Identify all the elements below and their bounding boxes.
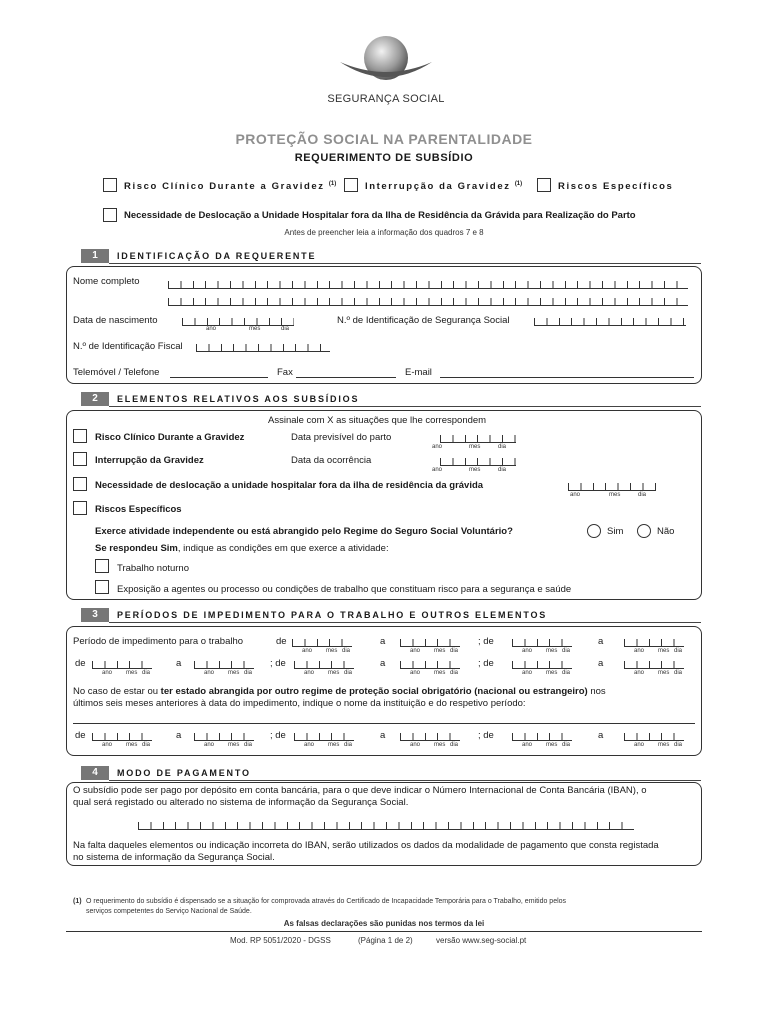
label-a: a bbox=[380, 658, 386, 669]
label-ano: ano bbox=[302, 648, 313, 654]
label-riscos-especificos: Riscos Específicos bbox=[558, 181, 674, 192]
date-field[interactable] bbox=[292, 637, 352, 647]
footnote-text-1: O requerimento do subsídio é dispensado se a situação for comprovada através do Certificado de Incapacidade Temporária para o Trabalho, emitido pelos bbox=[86, 898, 567, 905]
date-field[interactable] bbox=[92, 659, 152, 669]
label-a: a bbox=[176, 730, 182, 741]
section-2-number: 2 bbox=[81, 392, 109, 406]
label-niss: N.º de Identificação de Segurança Social bbox=[337, 315, 510, 326]
label-dia: dia bbox=[562, 742, 571, 748]
date-field[interactable] bbox=[194, 659, 254, 669]
fax-field[interactable] bbox=[296, 368, 396, 378]
label-dia: dia bbox=[450, 742, 459, 748]
section-2-divider bbox=[109, 406, 701, 407]
label-ano: ano bbox=[102, 670, 113, 676]
payment-text-4: no sistema de informação da Segurança Social. bbox=[73, 852, 275, 863]
date-field[interactable] bbox=[92, 731, 152, 741]
page-indicator: (Página 1 de 2) bbox=[358, 936, 413, 945]
label-ano: ano bbox=[304, 742, 315, 748]
label-dia: dia bbox=[142, 670, 151, 676]
section-2-title: ELEMENTOS RELATIVOS AOS SUBSÍDIOS bbox=[117, 394, 360, 404]
label-periodo: Período de impedimento para o trabalho bbox=[73, 636, 244, 647]
label-mes: mes bbox=[434, 742, 446, 748]
label-dia: dia bbox=[281, 326, 290, 332]
payment-text-2: qual será registado ou alterado no sistema de informação da Segurança Social. bbox=[73, 797, 409, 808]
label-dia: dia bbox=[244, 670, 253, 676]
date-field[interactable] bbox=[194, 731, 254, 741]
label-ano: ano bbox=[634, 742, 645, 748]
checkbox-s2-risco[interactable] bbox=[73, 429, 87, 443]
data-prev-parto-field[interactable] bbox=[440, 433, 516, 443]
nome-field-line2[interactable] bbox=[168, 296, 688, 306]
label-data-prev-parto: Data previsível do parto bbox=[291, 432, 392, 443]
label-mes: mes bbox=[249, 326, 261, 332]
label-dia: dia bbox=[450, 648, 459, 654]
date-field[interactable] bbox=[400, 637, 460, 647]
label-dia: dia bbox=[344, 742, 353, 748]
data-deslocacao-field[interactable] bbox=[568, 481, 656, 491]
section-4-title: MODO DE PAGAMENTO bbox=[117, 768, 251, 778]
label-ano: ano bbox=[522, 670, 533, 676]
instructions-note: Antes de preencher leia a informação dos quadros 7 e 8 bbox=[284, 228, 484, 237]
label-email: E-mail bbox=[405, 367, 432, 378]
version-url: versão www.seg-social.pt bbox=[436, 936, 527, 945]
payment-text-3: Na falta daqueles elementos ou indicação incorreta do IBAN, serão utilizados os dados da modalidade de pagamento que consta registada bbox=[73, 840, 659, 851]
label-mes: mes bbox=[469, 467, 481, 473]
checkbox-s2-deslocacao[interactable] bbox=[73, 477, 87, 491]
label-sim: Sim bbox=[607, 526, 624, 537]
date-field[interactable] bbox=[294, 659, 354, 669]
checkbox-trabalho-noturno[interactable] bbox=[95, 559, 109, 573]
checkbox-s2-riscos-especificos[interactable] bbox=[73, 501, 87, 515]
form-title: PROTEÇÃO SOCIAL NA PARENTALIDADE bbox=[235, 131, 533, 147]
section-2-instructions: Assinale com X as situações que lhe correspondem bbox=[268, 415, 487, 426]
label-ano: ano bbox=[634, 648, 645, 654]
section-1-divider bbox=[109, 263, 701, 264]
label-data-nascimento: Data de nascimento bbox=[73, 315, 158, 326]
label-mes: mes bbox=[658, 648, 670, 654]
label-ano: ano bbox=[206, 326, 217, 332]
label-mes: mes bbox=[228, 742, 240, 748]
label-atividade-question: Exerce atividade independente ou está abrangido pelo Regime do Seguro Social Voluntário? bbox=[95, 526, 513, 537]
label-ano: ano bbox=[410, 648, 421, 654]
label-dia: dia bbox=[244, 742, 253, 748]
label-outro-regime-line2: últimos seis meses anteriores à data do impedimento, indique o nome da instituição e do respetivo período: bbox=[73, 698, 526, 709]
section-4-divider bbox=[109, 780, 701, 781]
label-dia: dia bbox=[498, 467, 507, 473]
label-mes: mes bbox=[326, 648, 338, 654]
niss-field[interactable] bbox=[534, 316, 686, 326]
label-s2-interrupcao: Interrupção da Gravidez bbox=[95, 455, 204, 466]
label-risco-clinico: Risco Clínico Durante a Gravidez $^{(1)}$ bbox=[124, 181, 337, 193]
checkbox-riscos-especificos[interactable] bbox=[537, 178, 551, 192]
date-field[interactable] bbox=[624, 637, 684, 647]
label-a: a bbox=[598, 636, 604, 647]
label-de: de bbox=[75, 658, 86, 669]
label-a: a bbox=[598, 658, 604, 669]
label-trabalho-noturno: Trabalho noturno bbox=[117, 563, 190, 574]
data-ocorrencia-field[interactable] bbox=[440, 456, 516, 466]
telemovel-field[interactable] bbox=[170, 368, 268, 378]
label-ano: ano bbox=[204, 742, 215, 748]
label-mes: mes bbox=[469, 444, 481, 450]
label-semi-de: ; de bbox=[478, 730, 494, 741]
label-ano: ano bbox=[102, 742, 113, 748]
label-semi-de: ; de bbox=[478, 636, 494, 647]
section-3-number: 3 bbox=[81, 608, 109, 622]
label-mes: mes bbox=[546, 670, 558, 676]
nif-field[interactable] bbox=[196, 342, 330, 352]
section-4-number: 4 bbox=[81, 766, 109, 780]
label-ano: ano bbox=[410, 670, 421, 676]
label-a: a bbox=[380, 636, 386, 647]
label-mes: mes bbox=[328, 742, 340, 748]
label-dia: dia bbox=[450, 670, 459, 676]
label-dia: dia bbox=[342, 648, 351, 654]
label-dia: dia bbox=[638, 492, 647, 498]
label-ano: ano bbox=[570, 492, 581, 498]
label-de: de bbox=[276, 636, 287, 647]
checkbox-s2-interrupcao[interactable] bbox=[73, 452, 87, 466]
label-dia: dia bbox=[142, 742, 151, 748]
date-field[interactable] bbox=[400, 659, 460, 669]
label-dia: dia bbox=[562, 648, 571, 654]
label-dia: dia bbox=[562, 670, 571, 676]
date-field[interactable] bbox=[512, 659, 572, 669]
label-mes: mes bbox=[434, 670, 446, 676]
label-ano: ano bbox=[522, 742, 533, 748]
date-field[interactable] bbox=[294, 731, 354, 741]
label-semi-de: ; de bbox=[478, 658, 494, 669]
footnote-text-2: serviços competentes do Serviço Nacional de Saúde. bbox=[86, 908, 252, 915]
label-deslocacao: Necessidade de Deslocação a Unidade Hospitalar fora da Ilha de Residência da Grávida para Realização do Parto bbox=[124, 210, 636, 221]
section-3-divider bbox=[109, 622, 701, 623]
nome-field-line1[interactable] bbox=[168, 279, 688, 289]
label-s2-riscos-especificos: Riscos Específicos bbox=[95, 504, 182, 515]
checkbox-deslocacao[interactable] bbox=[103, 208, 117, 222]
brand-name: SEGURANÇA SOCIAL bbox=[327, 93, 445, 105]
payment-text-1: O subsídio pode ser pago por depósito em conta bancária, para o que deve indicar o Número Internacional de Conta Bancária (IBAN), o bbox=[73, 785, 647, 796]
label-se-sim: Se respondeu Sim, indique as condições em que exerce a atividade: bbox=[95, 543, 389, 554]
section-3-title: PERÍODOS DE IMPEDIMENTO PARA O TRABALHO E OUTROS ELEMENTOS bbox=[117, 610, 548, 620]
label-dia: dia bbox=[674, 670, 683, 676]
label-exposicao: Exposição a agentes ou processo ou condições de trabalho que constituam risco para a segurança e saúde bbox=[117, 584, 572, 595]
label-nao: Não bbox=[657, 526, 675, 537]
label-nif: N.º de Identificação Fiscal bbox=[73, 341, 183, 352]
checkbox-risco-clinico[interactable] bbox=[103, 178, 117, 192]
label-ano: ano bbox=[432, 444, 443, 450]
label-dia: dia bbox=[498, 444, 507, 450]
date-field[interactable] bbox=[624, 731, 684, 741]
date-field[interactable] bbox=[512, 637, 572, 647]
label-semi-de: ; de bbox=[270, 730, 286, 741]
label-semi-de: ; de bbox=[270, 658, 286, 669]
label-fax: Fax bbox=[277, 367, 293, 378]
label-mes: mes bbox=[546, 742, 558, 748]
label-s2-deslocacao: Necessidade de deslocação a unidade hospitalar fora da ilha de residência da grávida bbox=[95, 480, 484, 491]
date-field[interactable] bbox=[624, 659, 684, 669]
label-outro-regime: No caso de estar ou ter estado abrangida por outro regime de proteção social obrigatório (nacional ou estrangeiro) nos bbox=[73, 686, 606, 697]
instituicao-field[interactable] bbox=[73, 714, 695, 724]
form-model: Mod. RP 5051/2020 - DGSS bbox=[230, 936, 331, 945]
label-mes: mes bbox=[658, 670, 670, 676]
data-nascimento-field[interactable] bbox=[182, 316, 294, 326]
label-mes: mes bbox=[228, 670, 240, 676]
section-1-title: IDENTIFICAÇÃO DA REQUERENTE bbox=[117, 251, 317, 261]
label-mes: mes bbox=[546, 648, 558, 654]
label-a: a bbox=[176, 658, 182, 669]
label-mes: mes bbox=[609, 492, 621, 498]
label-interrupcao: Interrupção da Gravidez $^{(1)}$ bbox=[365, 181, 523, 193]
email-field[interactable] bbox=[440, 368, 694, 378]
label-ano: ano bbox=[204, 670, 215, 676]
label-de: de bbox=[75, 730, 86, 741]
false-declarations-note: As falsas declarações são punidas nos termos da lei bbox=[283, 919, 485, 928]
checkbox-exposicao[interactable] bbox=[95, 580, 109, 594]
label-s2-risco: Risco Clínico Durante a Gravidez bbox=[95, 432, 245, 443]
iban-field[interactable] bbox=[138, 820, 634, 830]
radio-nao[interactable] bbox=[637, 524, 651, 538]
footnote-mark: (1) bbox=[73, 898, 82, 905]
checkbox-interrupcao[interactable] bbox=[344, 178, 358, 192]
date-field[interactable] bbox=[400, 731, 460, 741]
date-field[interactable] bbox=[512, 731, 572, 741]
label-telemovel: Telemóvel / Telefone bbox=[73, 367, 160, 378]
label-mes: mes bbox=[126, 670, 138, 676]
label-dia: dia bbox=[674, 648, 683, 654]
label-dia: dia bbox=[674, 742, 683, 748]
label-ano: ano bbox=[410, 742, 421, 748]
label-nome: Nome completo bbox=[73, 276, 140, 287]
label-mes: mes bbox=[658, 742, 670, 748]
footer-divider bbox=[66, 931, 702, 932]
label-a: a bbox=[380, 730, 386, 741]
label-mes: mes bbox=[434, 648, 446, 654]
form-subtitle: REQUERIMENTO DE SUBSÍDIO bbox=[294, 152, 474, 164]
label-ano: ano bbox=[522, 648, 533, 654]
radio-sim[interactable] bbox=[587, 524, 601, 538]
label-ano: ano bbox=[304, 670, 315, 676]
label-mes: mes bbox=[126, 742, 138, 748]
label-ano: ano bbox=[432, 467, 443, 473]
section-1-number: 1 bbox=[81, 249, 109, 263]
label-a: a bbox=[598, 730, 604, 741]
label-ano: ano bbox=[634, 670, 645, 676]
label-data-ocorrencia: Data da ocorrência bbox=[291, 455, 372, 466]
label-mes: mes bbox=[328, 670, 340, 676]
label-dia: dia bbox=[344, 670, 353, 676]
